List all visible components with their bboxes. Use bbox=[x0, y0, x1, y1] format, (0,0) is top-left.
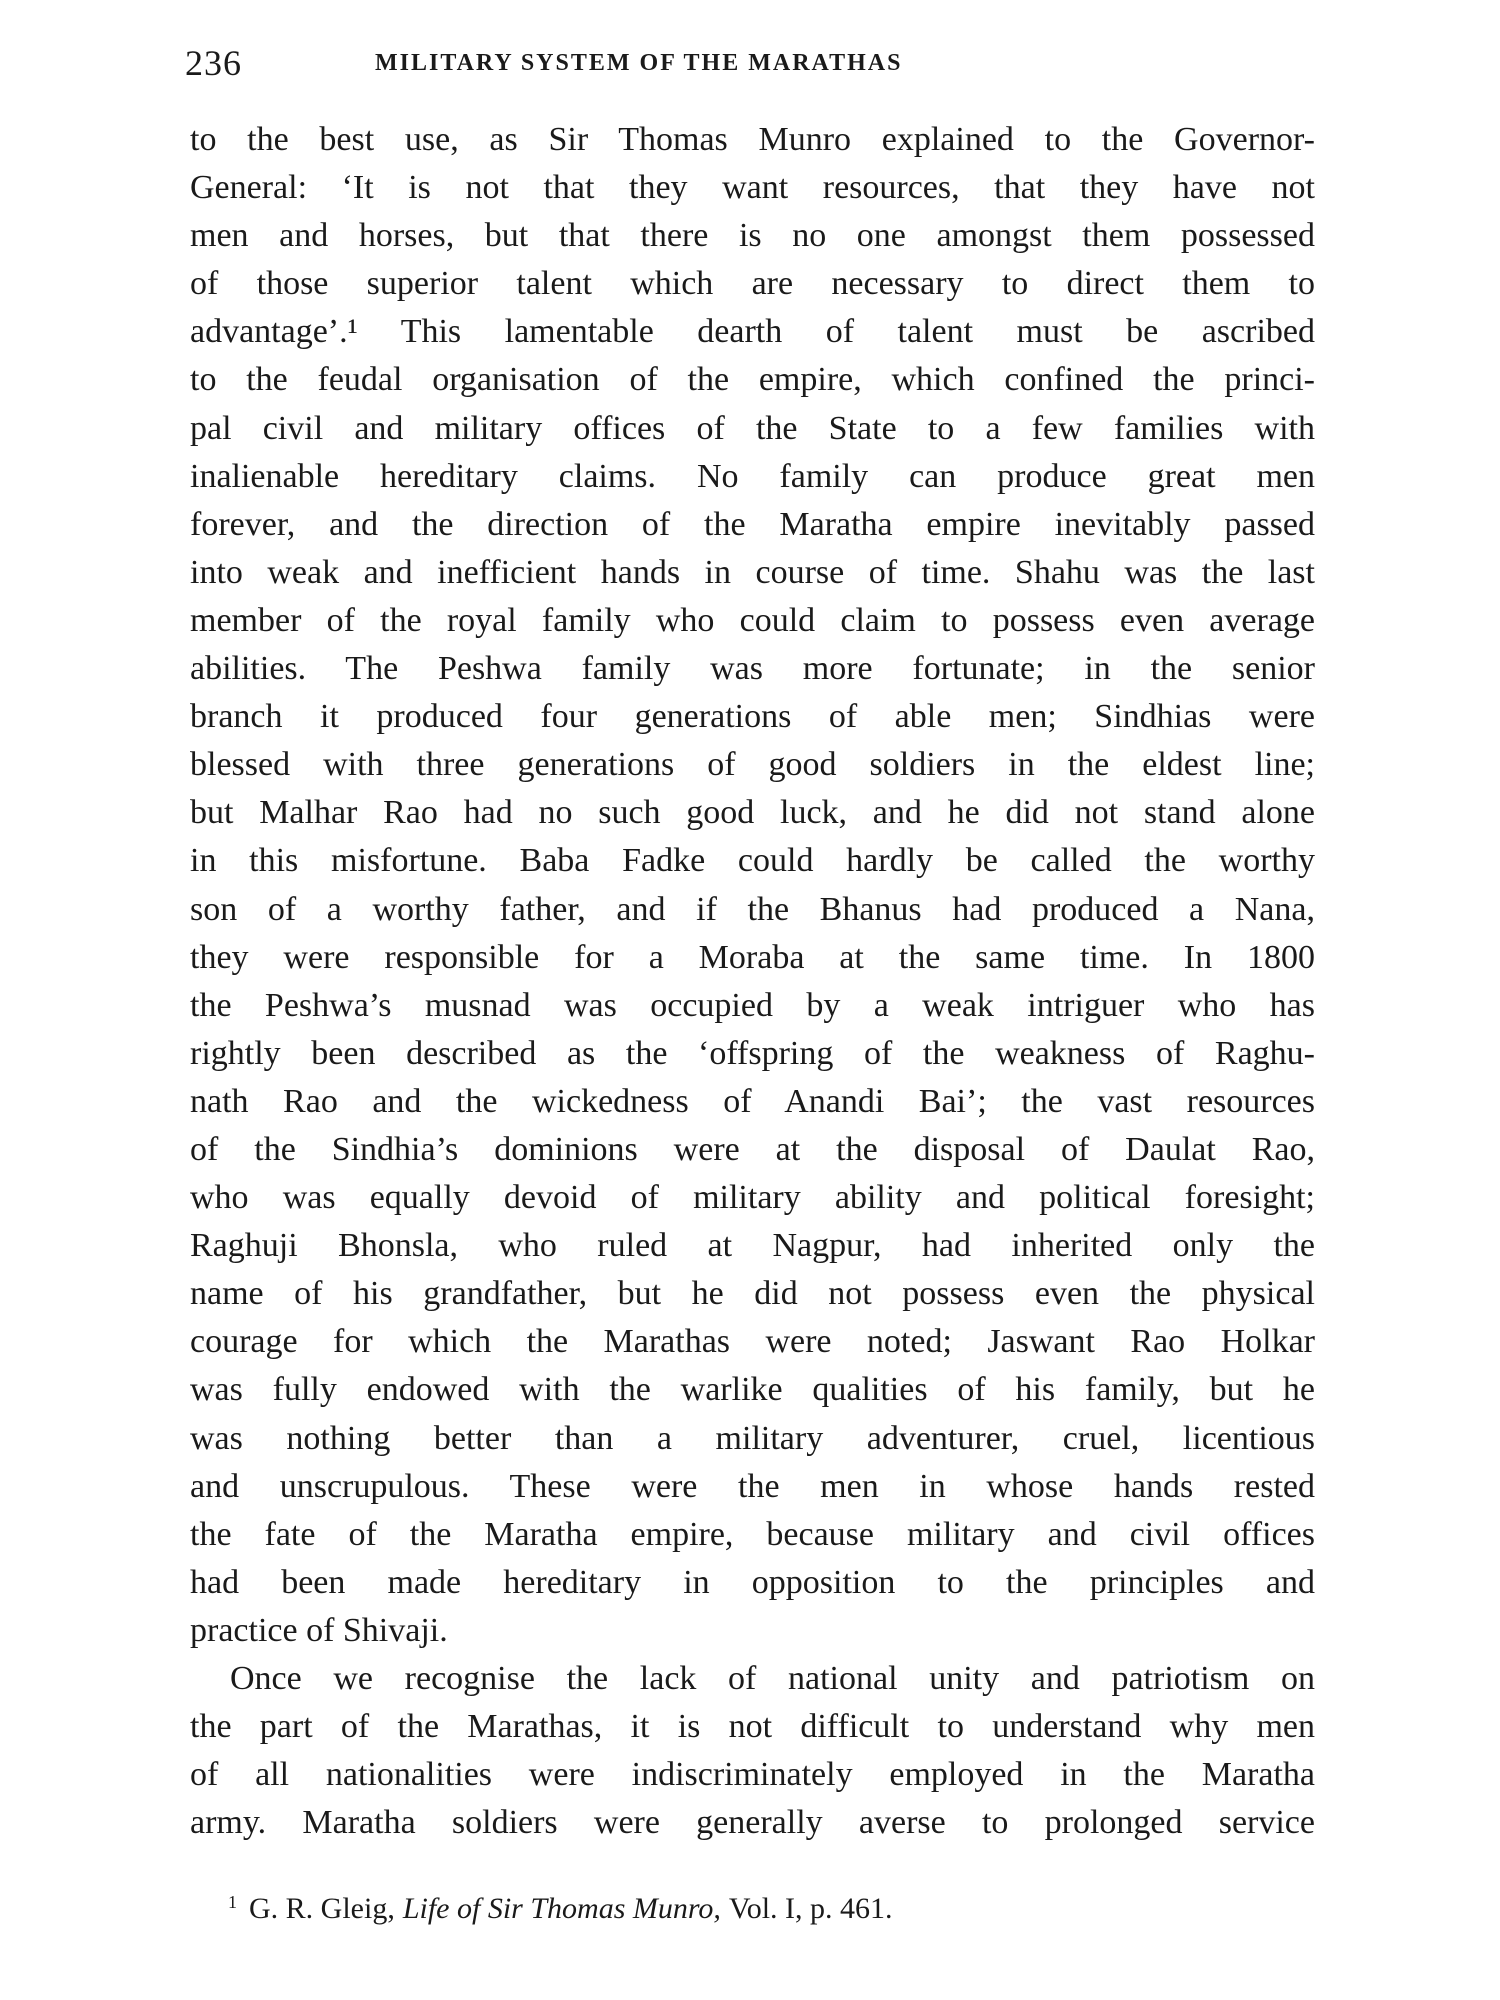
text-line: of those superior talent which are necessary to direct them to bbox=[190, 265, 1315, 303]
text-line: in this misfortune. Baba Fadke could hardly be called the worthy bbox=[190, 842, 1315, 880]
text-line: practice of Shivaji. bbox=[190, 1611, 448, 1649]
footnote-citation: Vol. I, p. 461. bbox=[728, 1892, 893, 1925]
text-line: name of his grandfather, but he did not possess even the physical bbox=[190, 1275, 1315, 1313]
text-line: courage for which the Marathas were noted; Jaswant Rao Holkar bbox=[190, 1323, 1315, 1361]
text-line: inalienable hereditary claims. No family can produce great men bbox=[190, 457, 1315, 495]
text-line: army. Maratha soldiers were generally averse to prolonged service bbox=[190, 1804, 1315, 1842]
running-title: MILITARY SYSTEM OF THE MARATHAS bbox=[375, 50, 903, 76]
text-line: of the Sindhia’s dominions were at the disposal of Daulat Rao, bbox=[190, 1130, 1315, 1168]
footnote-title: Life of Sir Thomas Munro, bbox=[402, 1892, 721, 1925]
text-line: blessed with three generations of good soldiers in the eldest line; bbox=[190, 746, 1315, 784]
text-line: to the feudal organisation of the empire, which confined the princi- bbox=[190, 361, 1315, 399]
text-line: they were responsible for a Moraba at the same time. In 1800 bbox=[190, 938, 1315, 976]
text-line: Once we recognise the lack of national unity and patriotism on bbox=[230, 1660, 1315, 1697]
text-line: General: ‘It is not that they want resources, that they have not bbox=[190, 169, 1315, 207]
text-line: the fate of the Maratha empire, because military and civil offices bbox=[190, 1515, 1315, 1553]
footnote-author: G. R. Gleig, bbox=[249, 1892, 395, 1925]
text-line: Raghuji Bhonsla, who ruled at Nagpur, had inherited only the bbox=[190, 1227, 1315, 1265]
footnote bbox=[228, 1892, 893, 1926]
text-line: forever, and the direction of the Maratha empire inevitably passed bbox=[190, 505, 1315, 543]
text-line: nath Rao and the wickedness of Anandi Bai’; the vast resources bbox=[190, 1082, 1315, 1120]
text-line: advantage’.¹ This lamentable dearth of talent must be ascribed bbox=[190, 313, 1315, 351]
text-line: branch it produced four generations of able men; Sindhias were bbox=[190, 698, 1315, 736]
text-line: the part of the Marathas, it is not difficult to understand why men bbox=[190, 1708, 1315, 1746]
text-line: men and horses, but that there is no one amongst them possessed bbox=[190, 217, 1315, 255]
text-line: was fully endowed with the warlike qualities of his family, but he bbox=[190, 1371, 1315, 1409]
text-line: had been made hereditary in opposition to the principles and bbox=[190, 1563, 1315, 1601]
text-line: of all nationalities were indiscriminately employed in the Maratha bbox=[190, 1756, 1315, 1794]
text-line: to the best use, as Sir Thomas Munro explained to the Governor- bbox=[190, 121, 1315, 158]
footnote-marker: 1 bbox=[228, 1892, 237, 1912]
body-text bbox=[190, 116, 1315, 1847]
text-line: was nothing better than a military adventurer, cruel, licentious bbox=[190, 1419, 1315, 1457]
text-line: abilities. The Peshwa family was more fortunate; in the senior bbox=[190, 650, 1315, 688]
text-line: son of a worthy father, and if the Bhanus had produced a Nana, bbox=[190, 890, 1315, 928]
text-line: pal civil and military offices of the State to a few families with bbox=[190, 409, 1315, 447]
text-line: who was equally devoid of military ability and political foresight; bbox=[190, 1179, 1315, 1217]
page-number: 236 bbox=[185, 43, 242, 83]
text-line: rightly been described as the ‘offspring of the weakness of Raghu- bbox=[190, 1034, 1315, 1072]
text-line: the Peshwa’s musnad was occupied by a weak intriguer who has bbox=[190, 986, 1315, 1024]
text-line: but Malhar Rao had no such good luck, and he did not stand alone bbox=[190, 794, 1315, 832]
text-line: and unscrupulous. These were the men in whose hands rested bbox=[190, 1467, 1315, 1505]
text-line: member of the royal family who could claim to possess even average bbox=[190, 601, 1315, 639]
page-header bbox=[185, 42, 1315, 82]
text-line: into weak and inefficient hands in course of time. Shahu was the last bbox=[190, 553, 1315, 591]
